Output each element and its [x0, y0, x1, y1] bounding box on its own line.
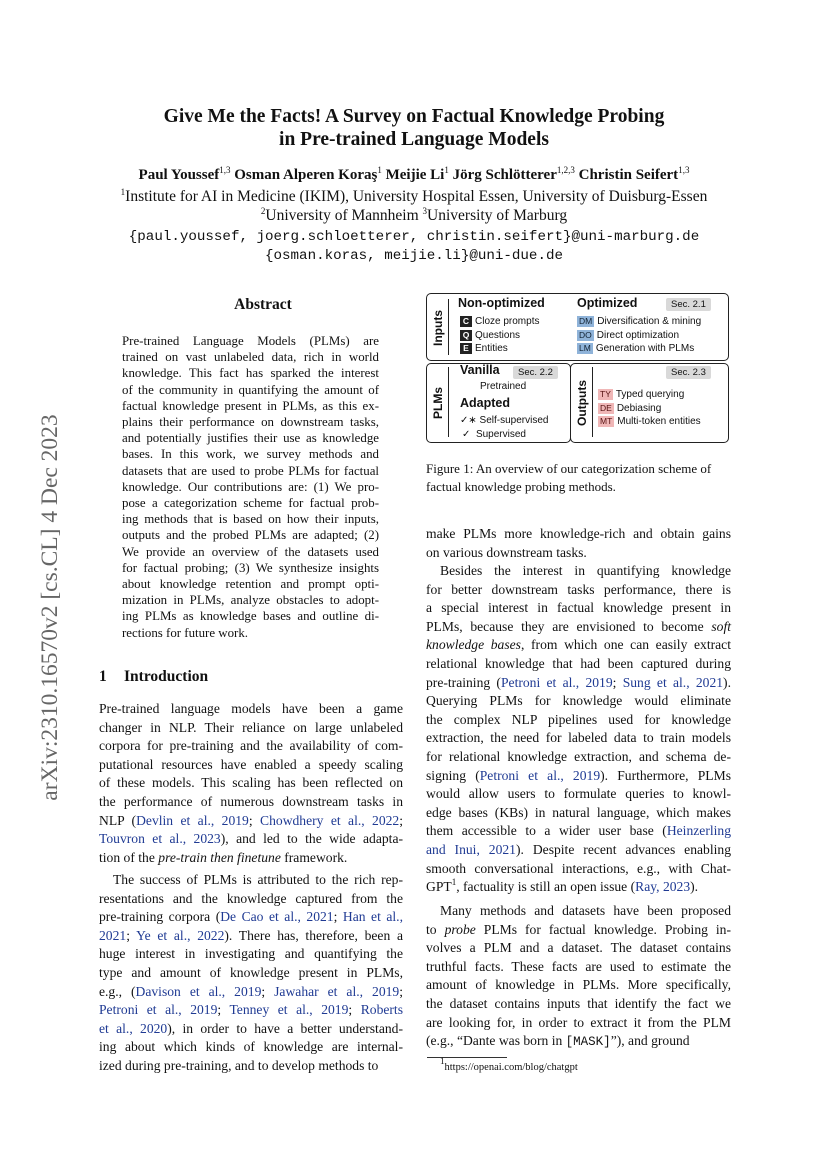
plms-label: PLMs: [431, 387, 445, 420]
text-run: ). Despite recent advances enabling: [515, 841, 731, 857]
text-line: [99, 774, 403, 793]
non-optimized-heading: Non-optimized: [458, 296, 545, 310]
abstract-line: mization in PLMs, analyze obstacles to adopt-: [122, 593, 379, 608]
text-line: [426, 674, 731, 693]
text-run: pre-training corpora (: [99, 909, 221, 925]
outputs-divider: [592, 367, 593, 437]
text-run: huge interest in investigating and quantifying the: [99, 946, 403, 962]
text-line: [426, 785, 731, 804]
abstract-line: bases. In this work, we survey methods and: [122, 447, 379, 462]
emphasis: soft: [711, 618, 731, 634]
citation-link[interactable]: Jawahar et al., 2019: [274, 983, 400, 999]
text-line: [99, 983, 403, 1002]
optimization-item-tag: LM: [579, 343, 591, 353]
text-line: [99, 849, 403, 868]
figure-1-caption: [426, 460, 736, 495]
text-run: edge bases (KBs) in natural language, which makes: [426, 804, 731, 820]
footnote-ref: 1: [451, 877, 457, 888]
right-paragraph-2: [426, 902, 731, 1052]
text-line: [426, 1032, 731, 1052]
citation-link[interactable]: De Cao et al., 2021: [220, 909, 334, 925]
author-name: Jörg Schlötterer: [452, 167, 557, 183]
text-run: ;: [612, 674, 623, 690]
text-line: [426, 1014, 731, 1033]
text-line: [426, 921, 731, 940]
output-item: [598, 416, 701, 427]
text-run: the performance of numerous downstream tasks in: [99, 793, 403, 809]
text-line: [99, 1057, 403, 1076]
sec-2-2-badge: Sec. 2.2: [513, 366, 558, 379]
inputs-label: Inputs: [431, 310, 445, 346]
text-line: [99, 964, 403, 983]
text-line: [99, 793, 403, 812]
text-line: [426, 636, 731, 655]
output-item-label: Multi-token entities: [617, 416, 701, 427]
supervised-label: Supervised: [475, 429, 526, 440]
output-item-tag: DE: [600, 402, 612, 413]
self-supervised-check-icon: ✓∗: [460, 415, 477, 426]
emphasis: knowledge bases: [426, 637, 521, 653]
abstract-line: knowledge. Our contributions are: (1) We pro-: [122, 479, 379, 494]
text-run: PLMs for factual knowledge. Probing in-: [475, 921, 732, 937]
text-run: type and amount of knowledge present in PLMs,: [99, 964, 403, 980]
email-line-2: {osman.koras, meijie.li}@uni-due.de: [265, 248, 563, 264]
optimized-heading: Optimized: [577, 296, 638, 310]
affiliation-2-text: University of Mannheim: [265, 207, 423, 224]
text-run: ), in order to have a better understand-: [167, 1020, 403, 1036]
text-run: Querying PLMs for knowledge would eliminate: [426, 693, 731, 709]
text-line: [99, 1020, 403, 1039]
citation-link[interactable]: Ye et al., 2022: [136, 927, 225, 943]
text-run: truthful facts. These facts are used to estimate the: [426, 958, 731, 974]
text-line: [426, 655, 731, 674]
footnote-rule: [427, 1057, 507, 1058]
optimization-item: [577, 316, 701, 327]
text-run: ;: [399, 812, 403, 828]
abstract-line: ing PLMs as knowledge bases and outline di-: [122, 609, 379, 624]
optimization-item-label: Diversification & mining: [597, 316, 702, 327]
text-run: on various downstream tasks.: [426, 544, 587, 560]
text-run: e.g., (: [99, 983, 136, 999]
citation-link[interactable]: Sung et al., 2021: [622, 674, 724, 690]
optimization-item-label: Generation with PLMs: [595, 343, 695, 354]
text-run: a special interest in factual knowledge present in: [426, 600, 731, 616]
footnote-marker: 1: [440, 1056, 445, 1066]
text-line: [426, 767, 731, 786]
text-line: [99, 737, 403, 756]
author-affiliation-marker: 1: [377, 165, 382, 175]
inputs-divider: [448, 299, 449, 355]
text-run: make PLMs more knowledge-rich and obtain gains: [426, 526, 731, 541]
adapted-heading: Adapted: [460, 396, 510, 410]
text-line: [426, 581, 731, 600]
text-run: , from which one can easily extract: [520, 637, 731, 653]
text-run: signing (: [426, 767, 480, 783]
text-run: GPT: [426, 879, 452, 895]
citation-link[interactable]: et al., 2020: [99, 1020, 168, 1036]
optimization-item-tag: DO: [579, 329, 592, 340]
text-run: of these models. This scaling has been reflected on: [99, 775, 403, 791]
text-line: [99, 908, 403, 927]
outputs-label: Outputs: [575, 380, 589, 426]
text-line: [426, 729, 731, 748]
input-type-item-tag: C: [460, 316, 472, 327]
affiliation-1-text: Institute for AI in Medicine (IKIM), University Hospital Essen, University of Duisburg-Essen: [125, 188, 708, 205]
text-line: [426, 958, 731, 977]
emphasis: probe: [444, 921, 476, 937]
abstract-line: trained on vast unlabeled data, rich in world: [122, 350, 379, 365]
text-line: [99, 756, 403, 775]
text-line: [426, 618, 731, 637]
abstract-line: of the community in quantifying the amount of: [122, 382, 379, 397]
supervised-item: [462, 429, 526, 440]
affiliation-3-marker: 3: [422, 206, 428, 216]
text-run: for relational knowledge extraction, and schema de-: [426, 748, 731, 764]
abstract-line: and potentially justifies their use as knowledge: [122, 431, 379, 446]
text-run: framework.: [280, 849, 348, 865]
optimization-item: [577, 343, 694, 354]
citation-link[interactable]: Han et al.,: [342, 909, 403, 925]
text-run: ”), and ground: [610, 1033, 690, 1049]
text-line: [99, 890, 403, 909]
plms-divider: [448, 367, 449, 437]
input-type-item: [460, 330, 520, 341]
text-run: ;: [348, 1002, 361, 1018]
sec-2-1-badge: Sec. 2.1: [666, 298, 711, 311]
text-run: ). Furthermore, PLMs: [600, 767, 731, 783]
text-run: resentations and the knowledge captured from the: [99, 890, 403, 906]
text-run: ).: [723, 674, 731, 690]
text-line: [99, 812, 403, 831]
text-run: ;: [261, 983, 275, 999]
text-run: , factuality is still an open issue (: [456, 879, 636, 895]
footnote-url: https://openai.com/blog/chatgpt: [444, 1062, 578, 1073]
affiliation-2-3: [0, 207, 828, 225]
footnote: [440, 1056, 578, 1073]
text-run: ;: [333, 909, 343, 925]
text-line: [99, 830, 403, 849]
text-run: NLP (: [99, 812, 137, 828]
text-line: [99, 719, 403, 738]
text-run: are looking for, in order to extract it from the PLM: [426, 1014, 731, 1030]
text-line: [426, 995, 731, 1014]
citation-link[interactable]: and Inui, 2021: [426, 841, 516, 857]
text-run: extraction, the need for labeled data to train models: [426, 730, 731, 746]
abstract-line: datasets that are used to probe PLMs for factual: [122, 463, 379, 478]
right-paragraph-0: [426, 525, 731, 562]
supervised-check-icon: ✓: [462, 429, 471, 440]
intro-paragraph-2: [99, 871, 403, 1076]
paper-title-line-2: in Pre-trained Language Models: [279, 129, 549, 150]
citation-link[interactable]: 2021: [99, 927, 127, 943]
citation-link[interactable]: Davison et al., 2019: [135, 983, 262, 999]
self-supervised-label: Self-supervised: [479, 415, 549, 426]
abstract-line: pose a categorization scheme for factual prob-: [122, 496, 379, 511]
affiliation-2-marker: 2: [260, 206, 266, 216]
abstract-line: ing methods that is based on how their inputs,: [122, 512, 379, 527]
author-name: Osman Alperen Koraş: [234, 167, 378, 183]
output-item: [598, 389, 684, 400]
right-paragraph-1: [426, 562, 731, 897]
author-name: Christin Seifert: [578, 167, 679, 183]
abstract-body: [122, 333, 379, 641]
citation-link[interactable]: Devlin et al., 2019: [136, 812, 249, 828]
text-run: ing about which kinds of knowledge are internal-: [99, 1039, 403, 1055]
emphasis: pre-train then finetune: [158, 849, 281, 865]
text-line: [426, 711, 731, 730]
text-line: [99, 700, 403, 719]
text-line: [426, 822, 731, 841]
text-line: [426, 544, 731, 563]
intro-paragraph-1: [99, 700, 403, 867]
text-run: putational resources have enabled a speedy scaling: [99, 756, 403, 772]
paper-title-line-1: Give Me the Facts! A Survey on Factual Knowledge Probing: [163, 106, 665, 127]
input-type-item-label: Entities: [475, 343, 508, 354]
optimization-item-tag: DM: [579, 316, 593, 326]
author-affiliation-marker: 1: [444, 165, 449, 175]
author-name: Paul Youssef: [138, 167, 220, 183]
text-line: [426, 976, 731, 995]
arxiv-identifier: arXiv:2310.16570v2 [cs.CL] 4 Dec 2023: [37, 414, 63, 801]
text-line: [426, 692, 731, 711]
text-line: [99, 945, 403, 964]
text-run: to: [426, 921, 445, 937]
text-run: (e.g., “Dante was born in: [426, 1033, 566, 1049]
citation-link[interactable]: Ray, 2023: [635, 879, 691, 895]
text-run: PLMs, because they are envisioned to become: [426, 618, 712, 634]
text-run: smooth conversational interactions, e.g., with Chat-: [426, 860, 731, 876]
text-line: [426, 878, 731, 897]
figure-1: [424, 293, 734, 438]
optimization-item: [577, 330, 679, 341]
abstract-line: rections for future work.: [122, 625, 248, 640]
abstract-line: about knowledge retention and prompt opti-: [122, 577, 379, 592]
email-line-1: {paul.youssef, joerg.schloetterer, christin.seifert}@uni-marburg.de: [128, 229, 700, 245]
author-affiliation-marker: 1,3: [219, 165, 231, 175]
text-run: Besides the interest in quantifying knowledge: [440, 563, 731, 578]
caption-line-1: Figure 1: An overview of our categorization scheme of: [426, 461, 712, 476]
text-run: corpora for pre-training and the availability of com-: [99, 738, 403, 754]
text-line: [426, 748, 731, 767]
text-run: ).: [690, 879, 699, 895]
abstract-line: plains their performance on downstream tasks,: [122, 415, 379, 430]
caption-line-2: factual knowledge probing methods.: [426, 478, 616, 494]
affiliation-3-text: University of Marburg: [427, 207, 568, 224]
text-run: pre-training (: [426, 674, 501, 690]
citation-link[interactable]: Touvron et al., 2023: [99, 831, 221, 847]
mask-token: [MASK]: [565, 1035, 611, 1050]
text-line: [426, 841, 731, 860]
text-run: volves a PLM and a dataset. The dataset contains: [426, 940, 731, 956]
citation-link[interactable]: Heinzerling: [666, 823, 731, 839]
author-list: [0, 167, 828, 184]
text-line: [426, 599, 731, 618]
text-run: ). There has, therefore, been a: [224, 927, 403, 943]
text-line: [426, 525, 731, 544]
text-run: relational knowledge that had been captured during: [426, 655, 731, 671]
text-line: [99, 871, 403, 890]
abstract-line: Pre-trained Language Models (PLMs) are: [122, 334, 379, 348]
citation-link[interactable]: Roberts: [360, 1002, 403, 1018]
section-heading-introduction: Introduction: [124, 668, 209, 685]
citation-link[interactable]: Petroni et al., 2019: [99, 1002, 218, 1018]
output-item-label: Typed querying: [615, 389, 685, 400]
sec-2-3-badge: Sec. 2.3: [666, 366, 711, 379]
output-item: [598, 403, 661, 414]
text-run: amount of knowledge in PLMs. More specifically,: [426, 977, 731, 993]
citation-link[interactable]: Tenney et al., 2019: [229, 1002, 349, 1018]
input-type-item-label: Cloze prompts: [475, 316, 540, 327]
affiliation-1: [0, 188, 828, 206]
text-run: Pre-trained language models have been a game: [99, 701, 403, 716]
text-run: the dataset contains inputs that identify the fact we: [426, 995, 731, 1011]
abstract-line: factual knowledge present in PLMs, as this ex-: [122, 398, 379, 413]
text-line: [99, 927, 403, 946]
output-item-tag: MT: [600, 416, 613, 426]
abstract-line: We provide an overview of the datasets used: [122, 544, 379, 559]
text-line: [99, 1038, 403, 1057]
text-line: [426, 804, 731, 823]
text-line: [426, 860, 731, 879]
text-run: ), and led to the wide adapta-: [220, 831, 404, 847]
text-line: [426, 562, 731, 581]
self-supervised-item: [460, 415, 548, 426]
output-item-tag: TY: [600, 389, 611, 399]
input-type-item: [460, 343, 508, 354]
section-number: 1: [99, 668, 107, 685]
optimization-item-label: Direct optimization: [596, 329, 680, 341]
text-run: ;: [399, 983, 403, 999]
output-item-label: Debiasing: [616, 402, 662, 414]
text-run: Many methods and datasets have been proposed: [440, 903, 731, 918]
text-run: tion of the: [99, 849, 159, 865]
citation-link[interactable]: Petroni et al., 2019: [500, 674, 613, 690]
text-run: ized during pre-training, and to develop methods to: [99, 1057, 379, 1073]
input-type-item-label: Questions: [475, 329, 521, 341]
author-affiliation-marker: 1,2,3: [556, 165, 575, 175]
input-type-item: [460, 316, 539, 327]
text-run: changer in NLP. Their reliance on large unlabeled: [99, 719, 403, 735]
text-line: [426, 939, 731, 958]
text-run: ;: [217, 1002, 230, 1018]
text-run: The success of PLMs is attributed to the rich rep-: [113, 872, 403, 887]
text-line: [99, 1001, 403, 1020]
text-line: [426, 902, 731, 921]
citation-link[interactable]: Chowdhery et al., 2022: [260, 812, 400, 828]
abstract-line: for factual probing; (3) We synthesize insights: [122, 560, 379, 575]
text-run: the complex NLP pipelines used for knowledge: [426, 711, 731, 727]
abstract-line: outputs and the probed PLMs are adapted; (2): [122, 528, 379, 543]
input-type-item-tag: E: [460, 343, 472, 354]
text-run: ;: [126, 927, 137, 943]
text-run: would allow users to formulate queries to knowl-: [426, 786, 731, 802]
pretrained-item: Pretrained: [480, 381, 527, 392]
text-run: for better downstream tasks performance, there is: [426, 581, 731, 597]
vanilla-heading: Vanilla: [460, 363, 500, 377]
text-run: them accessible to a wider user base (: [426, 823, 667, 839]
abstract-heading: Abstract: [234, 296, 292, 313]
citation-link[interactable]: Petroni et al., 2019: [479, 767, 601, 783]
author-affiliation-marker: 1,3: [678, 165, 690, 175]
abstract-line: knowledge. This fact has sparked the interest: [122, 366, 379, 381]
author-name: Meijie Li: [385, 167, 445, 183]
text-run: ;: [248, 812, 261, 828]
input-type-item-tag: Q: [460, 330, 472, 341]
affiliation-1-marker: 1: [120, 187, 126, 197]
